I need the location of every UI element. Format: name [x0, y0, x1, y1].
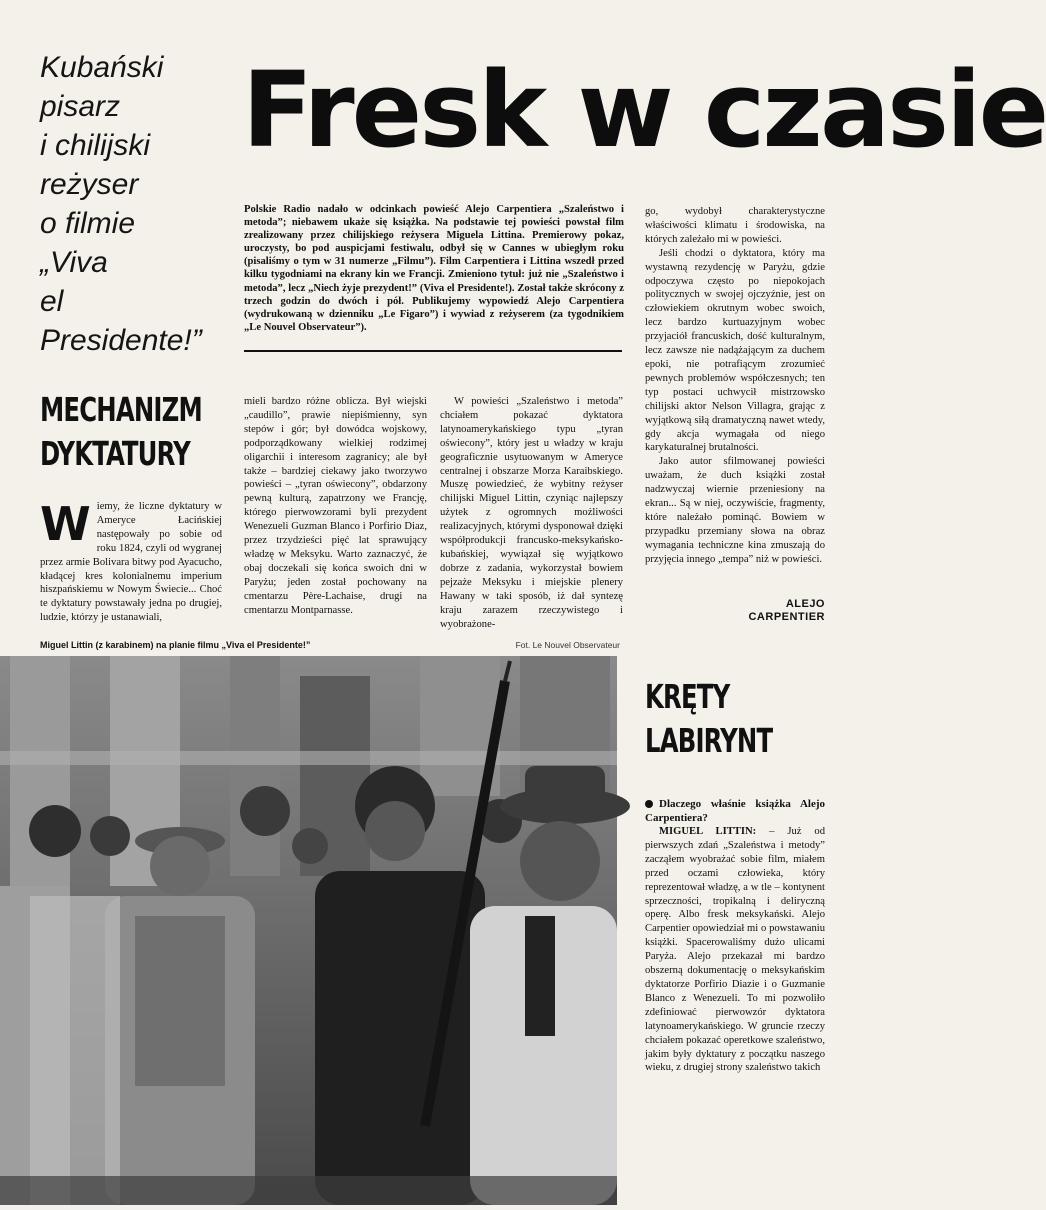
headline-wrap: [242, 49, 1046, 171]
kicker-line: Kubański: [40, 51, 164, 84]
column-text: iemy, że liczne dyktatury w Ameryce Łacińskiej następowały po sobie od roku 1824, czyli od wygranej przez armie Bolivara bitwy pod Ayacucho, kładącej kres kolonialnemu imperium hiszpańskiemu w Nowym Świecie... Choć te dyktatury powstawały jedna po drugiej, ludzie, którzy je ustanawiali,: [40, 501, 222, 624]
section-title-mechanizm: [40, 388, 237, 476]
interview-question: [645, 797, 825, 825]
column-text: Jako autor sfilmowanej powieści uważam, że duch książki został nadzwyczaj wiernie przeniesiony na ekran... Są w niej, oczywiście, fragmenty, które należało pominąć. Bowiem w przypadku przemiany słowa na obraz wymagania techniczne kina zmuszają do przyjęcia innego „tempa” niż w powieści.: [645, 456, 825, 565]
column-text: mieli bardzo różne oblicza. Był wiejski „caudillo”, prawie niepiśmienny, syn stepów i gór; był dowódca wojskowy, podporządkowany wielkiej rodzimej oligarchii i interesom zagranicy; ale był także – bardziej ciekawy jako tworzywo powieści – „tyran oświecony”, obdarzony pewną kulturą, zapatrzony we Francję, którego pierwowzorami byli prezydent Wenezueli Guzman Blanco i Porfirio Diaz, przez trzydzieści pięć lat sprawujący władzę w Meksyku. Warto zaznaczyć, że obaj doczekali się końca swoich dni w Paryżu; jeden został pochowany na cmentarzu Père-Lachaise, drugi na cmentarzu Montparnasse.: [244, 396, 427, 616]
bullet-icon: [645, 800, 653, 808]
headline: Fresk w czasie: [242, 49, 1046, 171]
speaker-name: MIGUEL LITTIN:: [659, 826, 757, 837]
column-text: W powieści „Szaleństwo i metoda” chciałem pokazać dyktatora latynoamerykańskiego typu „tyran oświecony”, który jest u władzy w kraju geograficznie usytuowanym w Ameryce centralnej i obszarze Morza Karaibskiego. Muszę powiedzieć, że wybitny reżyser chilijski Miguel Littin, czyniąc najlepszy użytek z ogromnych możliwości realizacyjnych, którymi dysponował dzięki współprodukcji francusko-meksykańsko-kubańskiej, wywiązał się wyjątkowo dobrze z zadania, wykorzystał bowiem pejzaże Meksyku i miejskie plenery Hawany w taki sposób, iż dał syntezę kraju zarazem rzeczywistego i wyobrażone-: [440, 396, 623, 630]
film-still-photo: [0, 656, 617, 1205]
interview-column: [645, 797, 825, 1075]
column-text: Jeśli chodzi o dyktatora, który ma wystawną rezydencję w Paryżu, gdzie odpoczywa często po niepokojach politycznych w swojej ojczyźnie, jest on człowiekiem okrutnym wobec swoich, lecz bardzo kurtuazyjnym wobec przyjaciół francuskich, dość kulturalnym, lecz zawsze nie nadążającym za duchem epoki, nie potrafiącym zrozumieć pewnych problemów współczesnych; ten typ postaci uchwycił mistrzowsko chilijski aktor Nelson Villagra, grając z wyjątkową siłą dramatyczną nawet wtedy, gdy akcja wymagała od niego karykaturalnej brutalności.: [645, 247, 825, 454]
kicker: [40, 48, 240, 360]
film-still-illustration: [0, 656, 617, 1205]
author-line: ALEJO: [785, 598, 825, 610]
section-title-line: LABIRYNT: [645, 721, 773, 760]
question-text: Dlaczego właśnie książka Alejo Carpentiera?: [645, 798, 825, 824]
kicker-line: i chilijski: [40, 129, 151, 162]
interview-answer: [645, 825, 825, 1075]
article-column-3: [440, 395, 623, 631]
section-title-krety-labirynt: [645, 675, 800, 763]
section-title-line: MECHANIZM: [40, 390, 202, 429]
kicker-line: Presidente!”: [40, 324, 202, 357]
article-column-2: [244, 395, 427, 618]
article-column-4: [645, 205, 825, 567]
column-text: go, wydobył charakterystyczne właściwości klimatu i środowiska, na których zależało mi w powieści.: [645, 206, 825, 245]
drop-cap: W: [40, 497, 91, 551]
section-title-line: KRĘTY: [645, 677, 730, 716]
photo-credit: Fot. Le Nouvel Observateur: [515, 640, 620, 650]
author-signature: [700, 598, 825, 624]
kicker-line: pisarz: [40, 90, 121, 123]
kicker-line: „Viva: [40, 246, 108, 279]
kicker-line: reżyser: [40, 168, 139, 201]
article-column-1: [40, 497, 222, 625]
lead-paragraph: Polskie Radio nadało w odcinkach powieść Alejo Carpentiera „Szaleństwo i metoda”; niebawem ukaże się książka. Na podstawie tej powieści powstał film zrealizowany przez chilijskiego reżysera Miguela Littina. Premierowy pokaz, uroczysty, bo pod auspicjami festiwalu, odbył się w Cannes w ubiegłym roku (pisaliśmy o tym w 31 numerze „Filmu”). Film Carpentiera i Littina wszedł przed kilku tygodniami na ekrany kin we Francji. Zmieniono tytuł: już nie „Szaleństwo i metoda”, lecz „Niech żyje prezydent!” (Viva el Presidente!). Został także skrócony z trzech godzin do dwóch i pół. Publikujemy wypowiedź Alejo Carpentiera (wydrukowaną w dzienniku „Le Figaro”) i wywiad z reżyserem (za tygodnikiem „Le Nouvel Observateur”).: [244, 204, 624, 333]
author-line: CARPENTIER: [748, 611, 825, 623]
answer-text: – Już od pierwszych zdań „Szaleństwa i metody” zacząłem wyobrażać sobie film, miałem przed oczami człowieka, który reprezentował władzę, a w tle – kontynent sprzeczności, tropikalną i deliryczną operę. Albo fresk meksykański. Alejo Carpentier opowiedział mi o powstawaniu książki. Spacerowaliśmy dużo ulicami Paryża. Alejo przekazał mi bardzo obszerną dokumentację o meksykańskim dyktatorze Porfirio Diazie i o Guzmanie Blanco z Wenezueli. To mi pozwoliło zdefiniować pierwowzór dyktatora latynoamerykańskiego. W gruncie rzeczy chciałem pokazać operetkowe szaleństwo, jakim były dyktatury z początku naszego wieku, z drugiej strony szaleństwo takich: [645, 826, 825, 1074]
kicker-line: o filmie: [40, 207, 136, 240]
divider: [244, 350, 622, 352]
section-title-line: DYKTATURY: [40, 434, 190, 473]
kicker-line: el: [40, 285, 64, 318]
photo-caption: Miguel Littin (z karabinem) na planie filmu „Viva el Presidente!”: [40, 640, 311, 650]
